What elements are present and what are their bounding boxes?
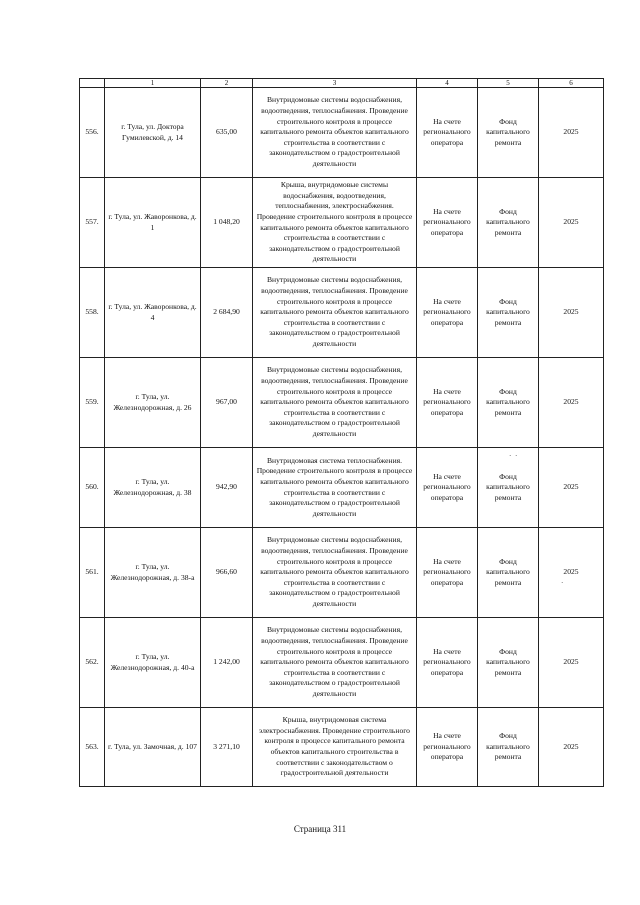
scan-speck: · xyxy=(515,452,518,460)
address-cell: г. Тула, ул. Железнодорожная, д. 40-а xyxy=(105,618,201,708)
area-cell: 1 048,20 xyxy=(201,178,253,268)
row-number: 559. xyxy=(80,358,105,448)
account-cell: На счете регионального оператора xyxy=(417,268,478,358)
owner-cell: Фонд капитального ремонта xyxy=(478,268,539,358)
area-cell: 3 271,10 xyxy=(201,708,253,787)
year-cell: 2025 xyxy=(539,448,604,528)
scan-speck: · xyxy=(509,452,512,460)
address-cell: г. Тула, ул. Железнодорожная, д. 38-а xyxy=(105,528,201,618)
area-cell: 966,60 xyxy=(201,528,253,618)
row-number: 563. xyxy=(80,708,105,787)
account-cell: На счете регионального оператора xyxy=(417,708,478,787)
year-cell: 2025 xyxy=(539,708,604,787)
owner-cell: Фонд капитального ремонта xyxy=(478,528,539,618)
column-number-row xyxy=(80,79,604,88)
column-number-blank xyxy=(80,79,105,88)
row-number: 557. xyxy=(80,178,105,268)
column-number: 1 xyxy=(105,79,201,88)
table-row xyxy=(80,528,604,618)
row-number: 561. xyxy=(80,528,105,618)
scan-speck: · xyxy=(561,579,564,587)
year-cell: 2025 xyxy=(539,618,604,708)
works-cell: Внутридомовые системы водоснабжения, водоотведения, теплоснабжения. Проведение строительного контроля в процессе капитального ремонта объектов капитального строительства в соответствии с законодательством о градостроительной деятельности xyxy=(253,268,417,358)
column-number: 3 xyxy=(253,79,417,88)
area-cell: 1 242,00 xyxy=(201,618,253,708)
year-cell: 2025 xyxy=(539,358,604,448)
table-row xyxy=(80,708,604,787)
table-row xyxy=(80,448,604,528)
address-cell: г. Тула, ул. Жаворонкова, д. 1 xyxy=(105,178,201,268)
table-row xyxy=(80,178,604,268)
works-cell: Внутридомовая система теплоснабжения. Проведение строительного контроля в процессе капитального ремонта объектов капитального строительства в соответствии с законодательством о градостроительной деятельности xyxy=(253,448,417,528)
account-cell: На счете регионального оператора xyxy=(417,358,478,448)
works-cell: Крыша, внутридомовые системы водоснабжения, водоотведения, теплоснабжения, электроснабжения. Проведение строительного контроля в процессе капитального ремонта объектов капитального строительства в соответствии с законодательством о градостроительной деятельности xyxy=(253,178,417,268)
address-cell: г. Тула, ул. Жаворонкова, д. 4 xyxy=(105,268,201,358)
page-number: Страница 311 xyxy=(293,824,347,834)
area-cell: 967,00 xyxy=(201,358,253,448)
column-number: 4 xyxy=(417,79,478,88)
area-cell: 2 684,90 xyxy=(201,268,253,358)
works-cell: Внутридомовые системы водоснабжения, водоотведения, теплоснабжения. Проведение строительного контроля в процессе капитального ремонта объектов капитального строительства в соответствии с законодательством о градостроительной деятельности xyxy=(253,618,417,708)
owner-cell: Фонд капитального ремонта xyxy=(478,88,539,178)
capital-repair-table xyxy=(79,78,604,787)
column-number: 2 xyxy=(201,79,253,88)
area-cell: 635,00 xyxy=(201,88,253,178)
table-row xyxy=(80,618,604,708)
address-cell: г. Тула, ул. Замочная, д. 107 xyxy=(105,708,201,787)
year-cell: 2025 xyxy=(539,178,604,268)
table-row xyxy=(80,358,604,448)
address-cell: г. Тула, ул. Железнодорожная, д. 26 xyxy=(105,358,201,448)
address-cell: г. Тула, ул. Доктора Гумилевской, д. 14 xyxy=(105,88,201,178)
owner-cell: Фонд капитального ремонта xyxy=(478,708,539,787)
area-cell: 942,90 xyxy=(201,448,253,528)
account-cell: На счете регионального оператора xyxy=(417,448,478,528)
works-cell: Внутридомовые системы водоснабжения, водоотведения, теплоснабжения. Проведение строительного контроля в процессе капитального ремонта объектов капитального строительства в соответствии с законодательством о градостроительной деятельности xyxy=(253,528,417,618)
year-cell: 2025 xyxy=(539,268,604,358)
owner-cell: Фонд капитального ремонта xyxy=(478,178,539,268)
address-cell: г. Тула, ул. Железнодорожная, д. 38 xyxy=(105,448,201,528)
row-number: 560. xyxy=(80,448,105,528)
works-cell: Внутридомовые системы водоснабжения, водоотведения, теплоснабжения. Проведение строительного контроля в процессе капитального ремонта объектов капитального строительства в соответствии с законодательством о градостроительной деятельности xyxy=(253,358,417,448)
column-number: 5 xyxy=(478,79,539,88)
table-row xyxy=(80,88,604,178)
row-number: 558. xyxy=(80,268,105,358)
table-row xyxy=(80,268,604,358)
works-cell: Внутридомовые системы водоснабжения, водоотведения, теплоснабжения. Проведение строительного контроля в процессе капитального ремонта объектов капитального строительства в соответствии с законодательством о градостроительной деятельности xyxy=(253,88,417,178)
year-cell: 2025 xyxy=(539,88,604,178)
owner-cell: Фонд капитального ремонта xyxy=(478,448,539,528)
row-number: 562. xyxy=(80,618,105,708)
works-cell: Крыша, внутридомовая система электроснабжения. Проведение строительного контроля в процессе капитального ремонта объектов капитального строительства в соответствии с законодательством о градостроительной деятельности xyxy=(253,708,417,787)
owner-cell: Фонд капитального ремонта xyxy=(478,618,539,708)
column-number: 6 xyxy=(539,79,604,88)
row-number: 556. xyxy=(80,88,105,178)
account-cell: На счете регионального оператора xyxy=(417,528,478,618)
account-cell: На счете регионального оператора xyxy=(417,178,478,268)
account-cell: На счете регионального оператора xyxy=(417,88,478,178)
owner-cell: Фонд капитального ремонта xyxy=(478,358,539,448)
year-cell: 2025 xyxy=(539,528,604,618)
account-cell: На счете регионального оператора xyxy=(417,618,478,708)
